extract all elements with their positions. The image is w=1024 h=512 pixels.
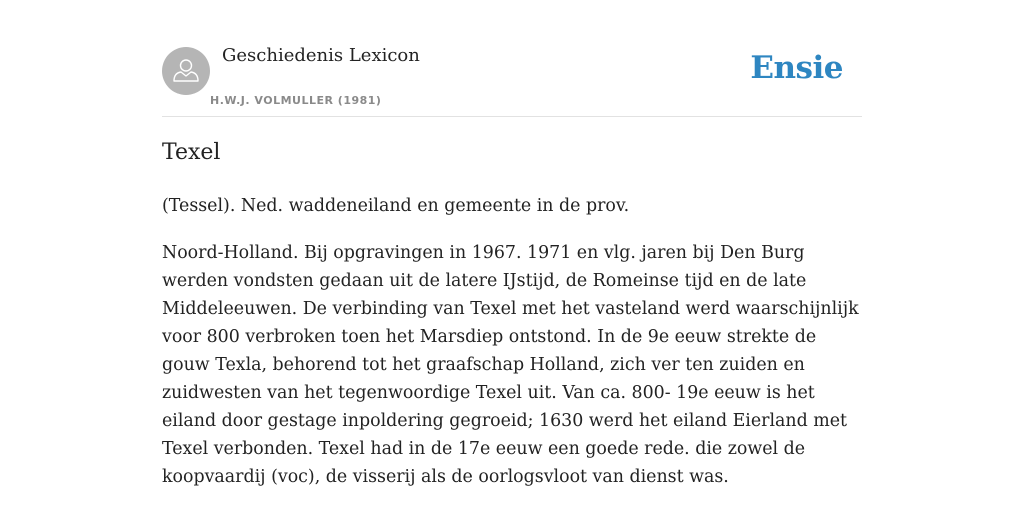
user-icon (162, 47, 210, 95)
article-paragraph-2: Noord-Holland. Bij opgravingen in 1967. 1971 en vlg. jaren bij Den Burg werden vondsten gedaan uit de latere IJstijd, de Romeinse tijd en de late Middeleeuwen. De verbinding van Texel met het vasteland werd waarschijnlijk voor 800 verbroken toen het Marsdiep ontstond. In de 9e eeuw strekte de gouw Texla, behorend tot het graafschap Holland, zich ver ten zuiden en zuidwesten van het tegenwoordige Texel uit. Van ca. 800- 19e eeuw is het eiland door gestage inpoldering gegroeid; 1630 werd het eiland Eierland met Texel verbonden. Texel had in de 17e eeuw een goede rede. die zowel de koopvaardij (voc), de visserij als de oorlogsvloot van dienst was. (162, 243, 859, 487)
avatar[interactable] (162, 47, 210, 95)
ensie-logo[interactable]: Ensie (750, 50, 843, 86)
article-title: Texel (162, 140, 221, 165)
source-header (162, 0, 862, 117)
author-line[interactable]: H.W.J. VOLMULLER (1981) (210, 94, 382, 107)
source-title[interactable]: Geschiedenis Lexicon (222, 45, 420, 66)
article-paragraph-1: (Tessel). Ned. waddeneiland en gemeente in de prov. (162, 196, 630, 216)
